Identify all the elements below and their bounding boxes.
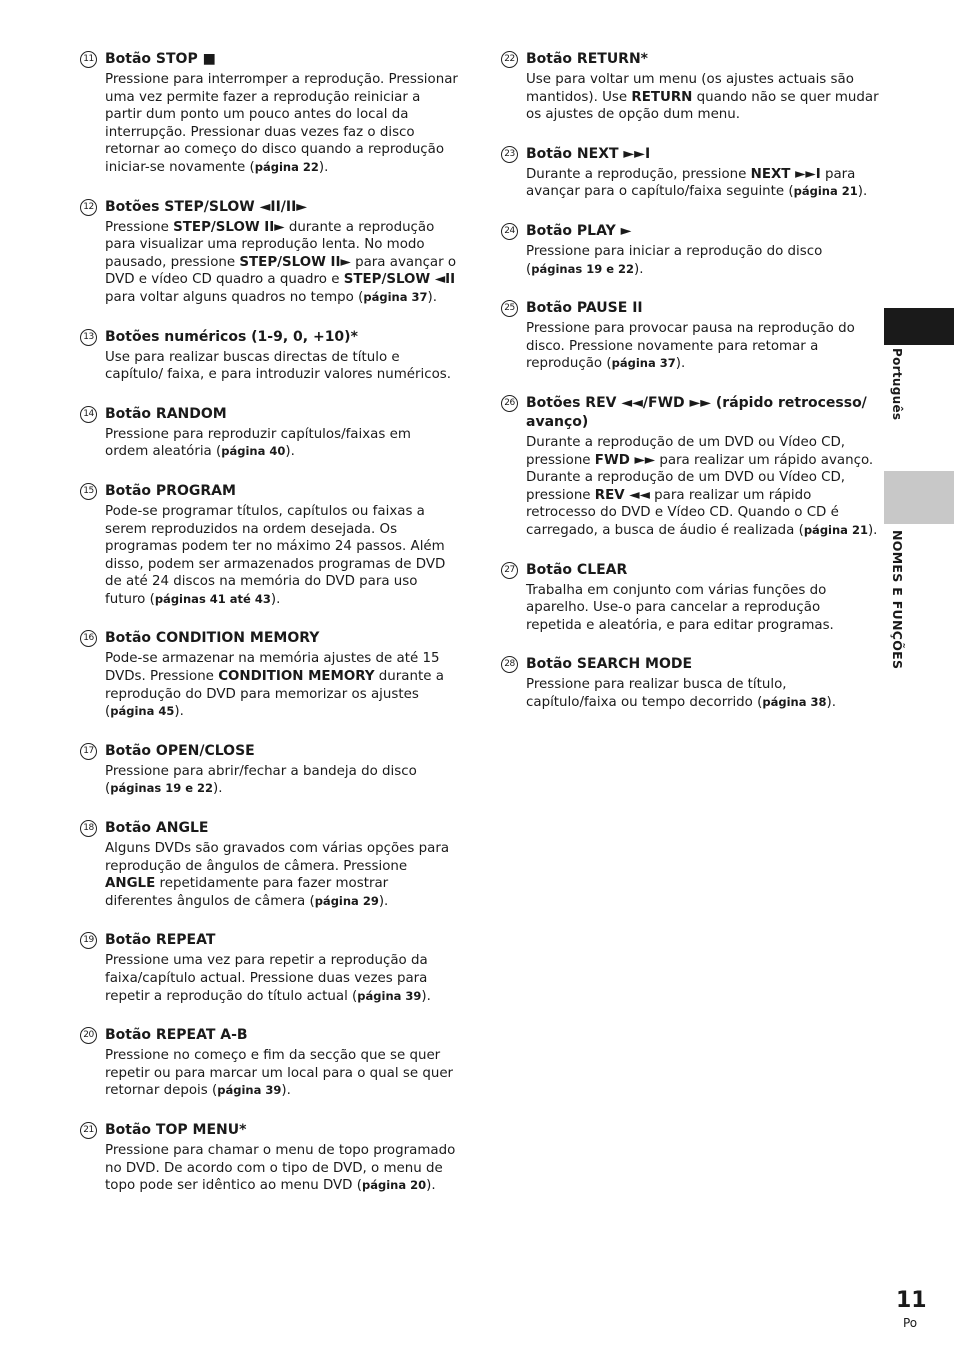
page-reference: página 37 xyxy=(611,356,676,371)
body-text: Use para voltar um menu (os ajustes actuais são mantidos). Use xyxy=(526,72,854,105)
entry-title: Botão REPEAT A-B xyxy=(105,1027,248,1044)
button-description-entry xyxy=(80,1026,458,1100)
body-text: ). xyxy=(213,781,223,797)
body-text: para realizar um rápido retrocesso do DVD e Vídeo CD. Quando o CD é carregado, a busca de áudio é realizada ( xyxy=(526,487,839,538)
page-reference: páginas 19 e 22 xyxy=(531,261,635,276)
body-text: quando não se quer mudar os ajustes de opção dum menu. xyxy=(526,89,879,123)
body-text: para realizar um rápido avanço. Durante a reprodução de um DVD ou Vídeo CD, pressione xyxy=(526,452,874,503)
button-description-entry xyxy=(80,405,458,461)
button-description-entry xyxy=(80,328,458,384)
body-text: Durante a reprodução, pressione xyxy=(526,166,751,182)
page-reference: página 39 xyxy=(217,1083,282,1098)
side-tab-section-marker xyxy=(884,471,954,524)
body-text: Pressione para provocar pausa na reprodução do disco. Pressione novamente para retomar a reprodução ( xyxy=(526,321,855,372)
entry-body xyxy=(105,840,458,910)
entry-title: Botão PROGRAM xyxy=(105,482,236,499)
left-column xyxy=(80,50,458,1216)
page-reference: página 38 xyxy=(762,694,827,709)
circled-number: 19 xyxy=(80,932,97,949)
button-description-entry xyxy=(80,931,458,1005)
emphasis-text: NEXT ►►I xyxy=(750,166,821,182)
side-tab-language-marker xyxy=(884,308,954,345)
body-text: durante a reprodução do DVD para memorizar os ajustes ( xyxy=(105,669,444,720)
circled-number: 13 xyxy=(80,329,97,346)
circled-number: 22 xyxy=(501,51,518,68)
entry-title: Botão SEARCH MODE xyxy=(526,656,693,673)
body-text: Pressione xyxy=(105,219,174,235)
page-number: 11 xyxy=(896,1288,927,1313)
circled-number: 26 xyxy=(501,395,518,412)
circled-number: 28 xyxy=(501,656,518,673)
entry-body xyxy=(105,952,458,1005)
side-language-label: Português xyxy=(890,348,904,421)
button-description-entry xyxy=(80,819,458,910)
body-text: ). xyxy=(857,184,868,200)
page-reference: página 45 xyxy=(110,704,175,719)
page-suffix: Po xyxy=(903,1316,918,1330)
entry-title: Botão REPEAT xyxy=(105,932,216,949)
entry-title: Botão NEXT ►►I xyxy=(526,145,651,162)
body-text: Pressione para realizar busca de título, capítulo/faixa ou tempo decorrido ( xyxy=(526,677,787,710)
entry-body xyxy=(105,650,458,720)
page-reference: página 21 xyxy=(803,522,868,537)
page-reference: página 20 xyxy=(361,1178,427,1193)
circled-number: 23 xyxy=(501,146,518,163)
body-text: Pressione para chamar o menu de topo programado no DVD. De acordo com o tipo de DVD, o menu de topo pode ser idêntico ao menu DVD ( xyxy=(105,1142,456,1194)
entry-body xyxy=(105,763,458,798)
body-text: para avançar para o capítulo/faixa seguinte ( xyxy=(526,166,856,200)
body-text: Use para realizar buscas directas de título e capítulo/ faixa, e para introduzir valores numéricos. xyxy=(105,349,452,383)
page-reference: páginas 19 e 22 xyxy=(110,781,214,796)
emphasis-text: STEP/SLOW II► xyxy=(173,219,285,235)
body-text: Pressione para iniciar a reprodução do disco ( xyxy=(526,243,823,277)
entry-body xyxy=(105,426,458,461)
entry-title: Botões numéricos (1-9, 0, +10)* xyxy=(105,328,358,345)
circled-number: 24 xyxy=(501,223,518,240)
side-section-label: NOMES E FUNÇÕES xyxy=(890,530,905,670)
entry-body xyxy=(526,320,879,373)
body-text: repetidamente para fazer mostrar diferentes ângulos de câmera ( xyxy=(105,876,389,909)
button-description-entry xyxy=(501,299,879,373)
entry-title: Botão ANGLE xyxy=(105,820,209,837)
emphasis-text: ANGLE xyxy=(105,876,156,892)
body-text: ). xyxy=(281,1083,291,1099)
entry-title: Botões REV ◄◄/FWD ►► (rápido retrocesso/ avanço) xyxy=(526,394,867,430)
body-text: Alguns DVDs são gravados com várias opções para reprodução de ângulos de câmera. Pressione xyxy=(105,841,450,874)
button-description-entry xyxy=(80,482,458,609)
entry-body xyxy=(105,503,458,609)
circled-number: 25 xyxy=(501,300,518,317)
entry-title: Botão STOP ■ xyxy=(105,51,216,67)
entry-title: Botão RANDOM xyxy=(105,405,227,422)
page-reference: página 22 xyxy=(254,159,319,174)
emphasis-text: REV ◄◄ xyxy=(594,487,650,503)
entry-body xyxy=(105,71,458,177)
emphasis-text: FWD ►► xyxy=(594,452,656,468)
body-text: ). xyxy=(174,704,184,720)
body-text: Pode-se programar títulos, capítulos ou faixas a serem reproduzidos na ordem desejada. Os programas podem ter no máximo 24 passos. Além disso, podem ser armazenados programas de DVD de até 24 discos na memória do DVD para uso futuro ( xyxy=(105,503,446,607)
circled-number: 17 xyxy=(80,743,97,760)
page-reference: página 21 xyxy=(793,184,858,199)
button-description-entry xyxy=(501,50,879,124)
entry-body xyxy=(526,676,879,711)
body-text: Pressione no começo e fim da secção que se quer repetir ou para marcar um local para o qual se quer retornar depois ( xyxy=(105,1048,454,1099)
body-text: ). xyxy=(426,1178,436,1194)
button-description-entry xyxy=(80,629,458,720)
entry-body xyxy=(105,1047,458,1100)
button-description-entry xyxy=(501,561,879,635)
entry-title: Botão PLAY ► xyxy=(526,222,632,239)
entry-body xyxy=(526,243,879,278)
button-description-entry xyxy=(80,50,458,177)
entry-body xyxy=(105,349,458,384)
entry-body xyxy=(105,219,458,307)
entry-title: Botões STEP/SLOW ◄II/II► xyxy=(105,198,308,215)
page-reference: páginas 41 até 43 xyxy=(154,591,271,606)
body-text: para avançar o DVD e vídeo CD quadro a quadro e xyxy=(105,254,457,288)
page-reference: página 40 xyxy=(221,444,286,459)
body-text: ). xyxy=(867,522,878,538)
button-description-entry xyxy=(80,1121,458,1195)
body-text: ). xyxy=(427,289,437,305)
body-text: Pressione para interromper a reprodução. Pressionar uma vez permite fazer a reprodução reiniciar a partir dum ponto um pouco antes do local da interrupção. Pressionar duas vezes faz o disco retornar ao começo do disco quando a reprodução iniciar-se novamente ( xyxy=(105,72,458,175)
emphasis-text: RETURN xyxy=(631,89,693,105)
body-text: ). xyxy=(378,893,389,909)
body-text: ). xyxy=(634,261,644,277)
button-description-entry xyxy=(501,655,879,711)
circled-number: 20 xyxy=(80,1027,97,1044)
button-description-entry xyxy=(80,198,458,307)
body-text: ). xyxy=(675,356,686,372)
body-text: Pressione para abrir/fechar a bandeja do disco ( xyxy=(105,763,417,797)
circled-number: 27 xyxy=(501,562,518,579)
entry-title: Botão PAUSE II xyxy=(526,300,643,317)
circled-number: 18 xyxy=(80,820,97,837)
body-text: ). xyxy=(826,694,836,710)
entry-body xyxy=(526,71,879,124)
circled-number: 11 xyxy=(80,51,97,68)
button-description-entry xyxy=(501,394,879,540)
body-text: ). xyxy=(318,159,329,175)
circled-number: 21 xyxy=(80,1122,97,1139)
body-text: Pode-se armazenar na memória ajustes de até 15 DVDs. Pressione xyxy=(105,651,440,685)
circled-number: 12 xyxy=(80,199,97,216)
entry-body xyxy=(105,1142,458,1195)
emphasis-text: CONDITION MEMORY xyxy=(218,669,375,685)
emphasis-text: STEP/SLOW ◄II xyxy=(343,272,456,288)
entry-body xyxy=(526,582,879,635)
circled-number: 14 xyxy=(80,406,97,423)
body-text: ). xyxy=(270,591,281,607)
right-column xyxy=(501,50,879,732)
page-reference: página 29 xyxy=(314,893,379,908)
body-text: ). xyxy=(285,444,295,460)
button-description-entry xyxy=(501,145,879,201)
entry-title: Botão TOP MENU* xyxy=(105,1121,247,1138)
page-reference: página 37 xyxy=(363,289,428,304)
body-text: para voltar alguns quadros no tempo ( xyxy=(105,289,364,305)
body-text: Trabalha em conjunto com várias funções do aparelho. Use-o para cancelar a reprodução repetida e aleatória, e para editar programas. xyxy=(526,582,834,633)
button-description-entry xyxy=(501,222,879,278)
entry-body xyxy=(526,434,879,540)
entry-body xyxy=(526,166,879,201)
body-text: ). xyxy=(421,988,431,1004)
entry-title: Botão OPEN/CLOSE xyxy=(105,742,255,759)
emphasis-text: STEP/SLOW II► xyxy=(239,254,351,270)
body-text: Durante a reprodução de um DVD ou Vídeo CD, pressione xyxy=(526,434,846,468)
entry-title: Botão RETURN* xyxy=(526,51,649,67)
circled-number: 16 xyxy=(80,630,97,647)
entry-title: Botão CONDITION MEMORY xyxy=(105,630,320,647)
entry-title: Botão CLEAR xyxy=(526,561,628,578)
body-text: Pressione uma vez para repetir a reprodução da faixa/capítulo actual. Pressione duas vezes para repetir a reprodução do título actual ( xyxy=(105,953,428,1004)
button-description-entry xyxy=(80,742,458,798)
page-reference: página 39 xyxy=(357,988,422,1003)
body-text: durante a reprodução para visualizar uma reprodução lenta. No modo pausado, pressione xyxy=(105,219,435,270)
circled-number: 15 xyxy=(80,483,97,500)
body-text: Pressione para reproduzir capítulos/faixas em ordem aleatória ( xyxy=(105,426,411,460)
